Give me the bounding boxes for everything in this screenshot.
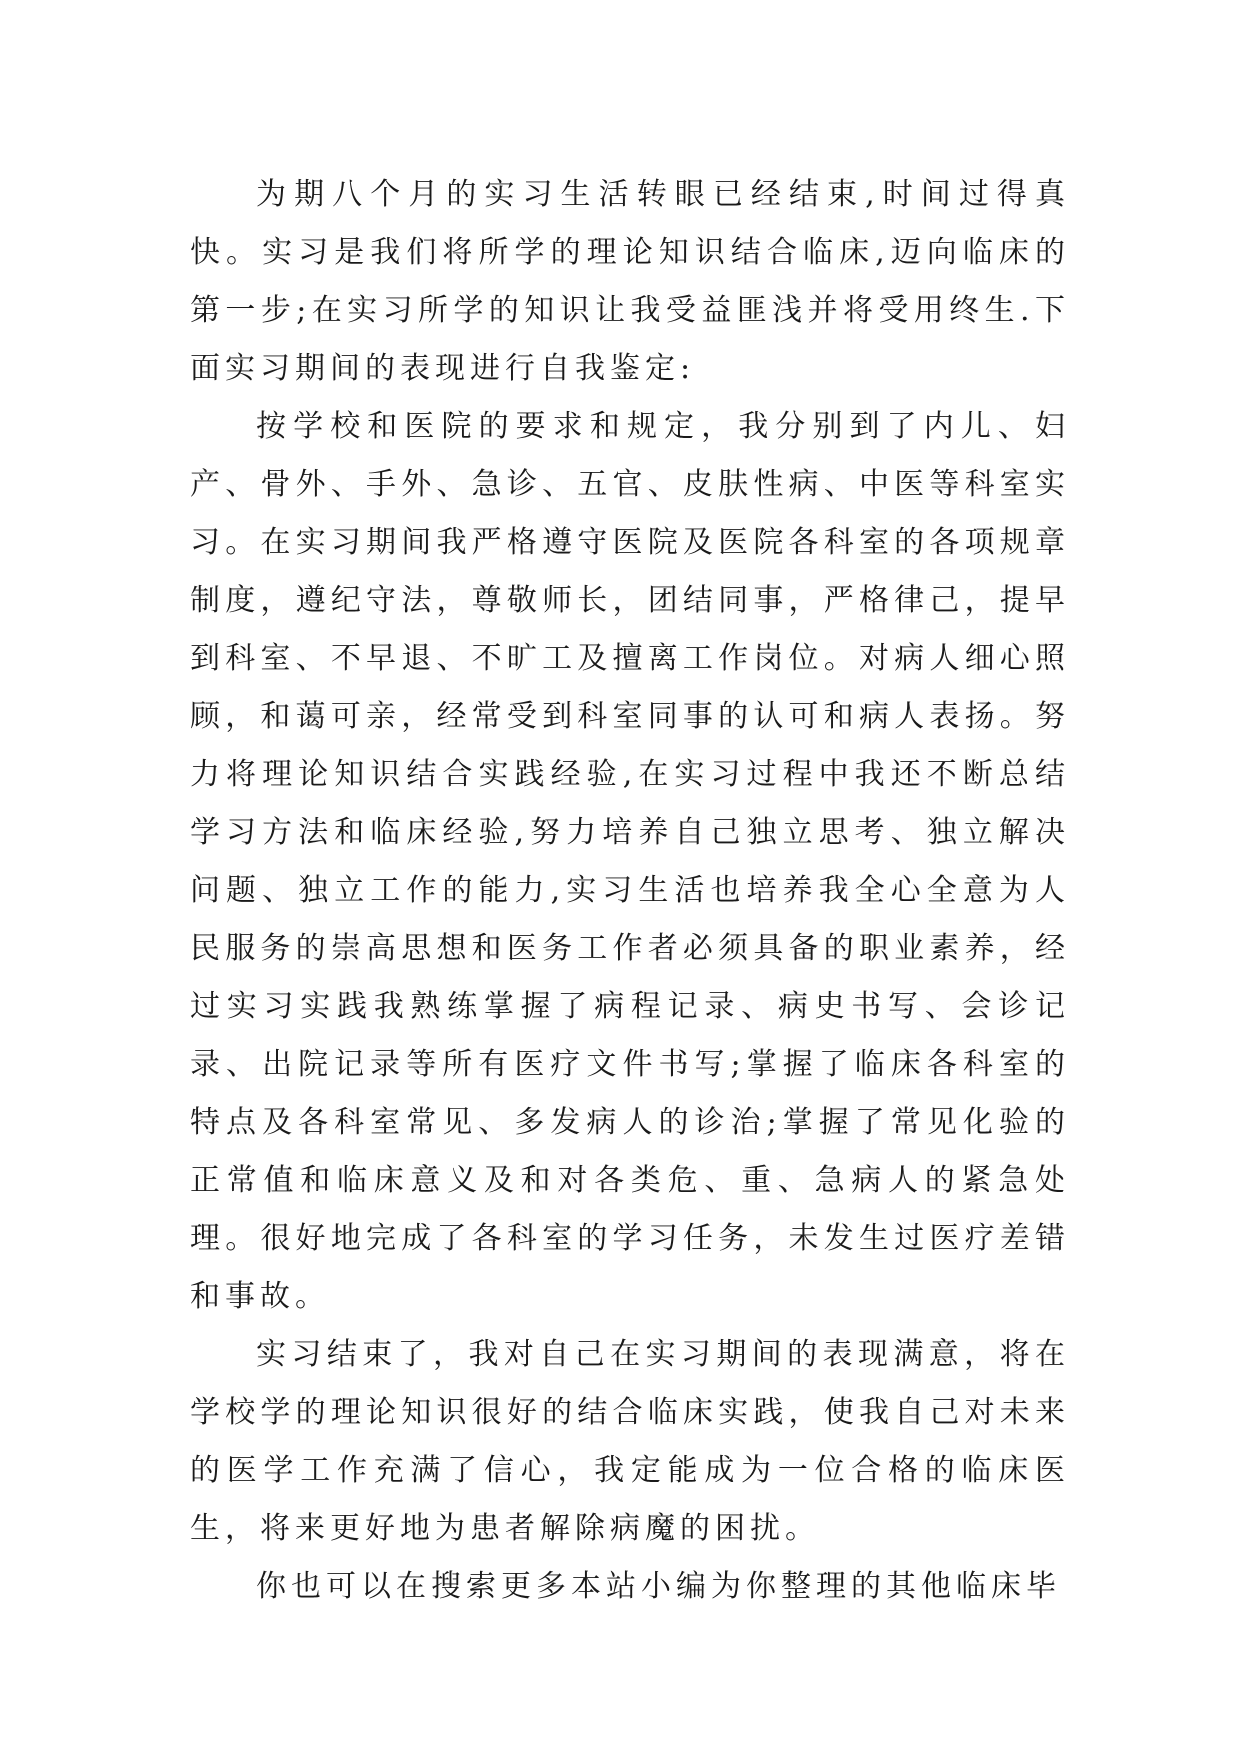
paragraph-intro: 为期八个月的实习生活转眼已经结束,时间过得真快。实习是我们将所学的理论知识结合临床,迈向临床的第一步;在实习所学的知识让我受益匪浅并将受用终生.下面实习期间的表现进行自我鉴定: [190,177,1070,386]
paragraph-conclusion: 实习结束了，我对自己在实习期间的表现满意，将在学校学的理论知识很好的结合临床实践，使我自己对未来的医学工作充满了信心，我定能成为一位合格的临床医生，将来更好地为患者解除病魔的困扰。 [190,1337,1070,1546]
paragraph-internship-details: 按学校和医院的要求和规定，我分别到了内儿、妇产、骨外、手外、急诊、五官、皮肤性病、中医等科室实习。在实习期间我严格遵守医院及医院各科室的各项规章制度，遵纪守法，尊敬师长，团结同事，严格律己，提早到科室、不早退、不旷工及擅离工作岗位。对病人细心照顾，和蔼可亲，经常受到科室同事的认可和病人表扬。努力将理论知识结合实践经验,在实习过程中我还不断总结学习方法和临床经验,努力培养自己独立思考、独立解决问题、独立工作的能力,实习生活也培养我全心全意为人民服务的崇高思想和医务工作者必须具备的职业素养，经过实习实践我熟练掌握了病程记录、病史书写、会诊记录、出院记录等所有医疗文件书写;掌握了临床各科室的特点及各科室常见、多发病人的诊治;掌握了常见化验的正常值和临床意义及和对各类危、重、急病人的紧急处理。很好地完成了各科室的学习任务，未发生过医疗差错和事故。 [190,409,1070,1314]
document-page [190,166,1070,1616]
paragraph-more-info: 你也可以在搜索更多本站小编为你整理的其他临床毕 [256,1569,1061,1604]
